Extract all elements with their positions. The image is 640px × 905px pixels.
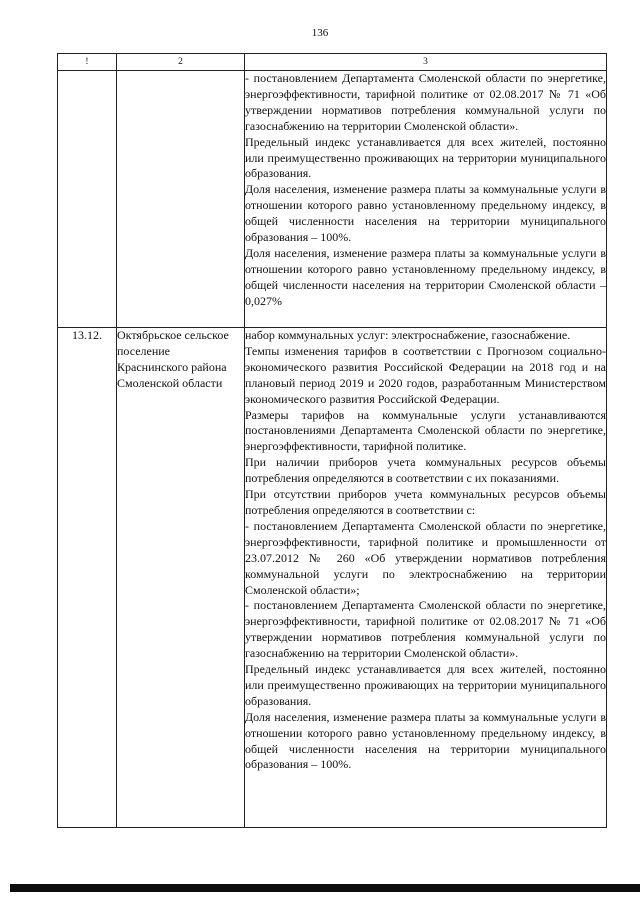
table-row (58, 328, 607, 828)
table-header-row (58, 54, 607, 71)
paragraph: Предельный индекс устанавливается для всех жителей, постоянно или преимущественно проживающих на территории муниципального образования. (245, 134, 606, 181)
paragraph: При отсутствии приборов учета коммунальных ресурсов объемы потребления определяются в соответствии с: (245, 487, 606, 517)
continuation-text-cell (245, 71, 607, 328)
table-row-continuation (58, 71, 607, 328)
paragraph: - постановлением Департамента Смоленской области по энергетике, энергоэффективности, тарифной политике и промышленности от 23.07.2012 № 260 «Об утверждении нормативов потребления коммунальной услуги по электроснабжению на территории Смоленской области»; (245, 518, 606, 597)
paragraph: При наличии приборов учета коммунальных ресурсов объемы потребления определяются в соответствии с их показаниями. (245, 455, 606, 486)
paragraph: набор коммунальных услуг: электроснабжение, газоснабжение. (245, 328, 571, 342)
empty-number-cell (58, 71, 117, 328)
paragraph: Размеры тарифов на коммунальные услуги устанавливаются постановлениями Департамента Смоленской области по энергетике, энергоэффективности, тарифной политике. (245, 407, 606, 454)
paragraph: - постановлением Департамента Смоленской области по энергетике, энергоэффективности, тарифной политике от 02.08.2017 № 71 «Об утверждении нормативов потребления коммунальной услуги по газоснабжению на территории Смоленской области». (245, 598, 606, 661)
settlement-name: Октябрьское сельское поселение Краснинского района Смоленской области (117, 328, 245, 828)
empty-name-cell (117, 71, 245, 328)
paragraph: Доля населения, изменение размера платы за коммунальные услуги в отношении которого равно установленному предельному индексу, в общей численности населения на территории муниципального образования – 100%. (245, 182, 606, 245)
page-number: 136 (311, 27, 329, 39)
paragraph: Доля населения, изменение размера платы за коммунальные услуги в отношении которого равно установленному предельному индексу, в общей численности населения на территории Смоленской области – 0,027% (245, 245, 606, 308)
column-header-1: ! (58, 54, 117, 71)
paragraph: Темпы изменения тарифов в соответствии с Прогнозом социально-экономического развития Российской Федерации на 2018 год и на плановый период 2019 и 2020 годов, разработанным Министерством экономического развития Российской Федерации. (245, 343, 606, 406)
row-text-cell (245, 328, 607, 828)
scan-edge-bar (10, 884, 640, 892)
paragraph: - постановлением Департамента Смоленской области по энергетике, энергоэффективности, тарифной политике от 02.08.2017 № 71 «Об утверждении нормативов потребления коммунальной услуги по газоснабжению на территории Смоленской области». (245, 71, 606, 133)
row-number: 13.12. (58, 328, 117, 828)
column-header-2: 2 (117, 54, 245, 71)
paragraph: Доля населения, изменение размера платы за коммунальные услуги в отношении которого равно установленному предельному индексу, в общей численности населения на территории муниципального образования – 100%. (245, 709, 606, 772)
tariff-table (57, 53, 607, 828)
paragraph: Предельный индекс устанавливается для всех жителей, постоянно или преимущественно проживающих на территории муниципального образования. (245, 662, 606, 708)
column-header-3: 3 (245, 54, 607, 71)
